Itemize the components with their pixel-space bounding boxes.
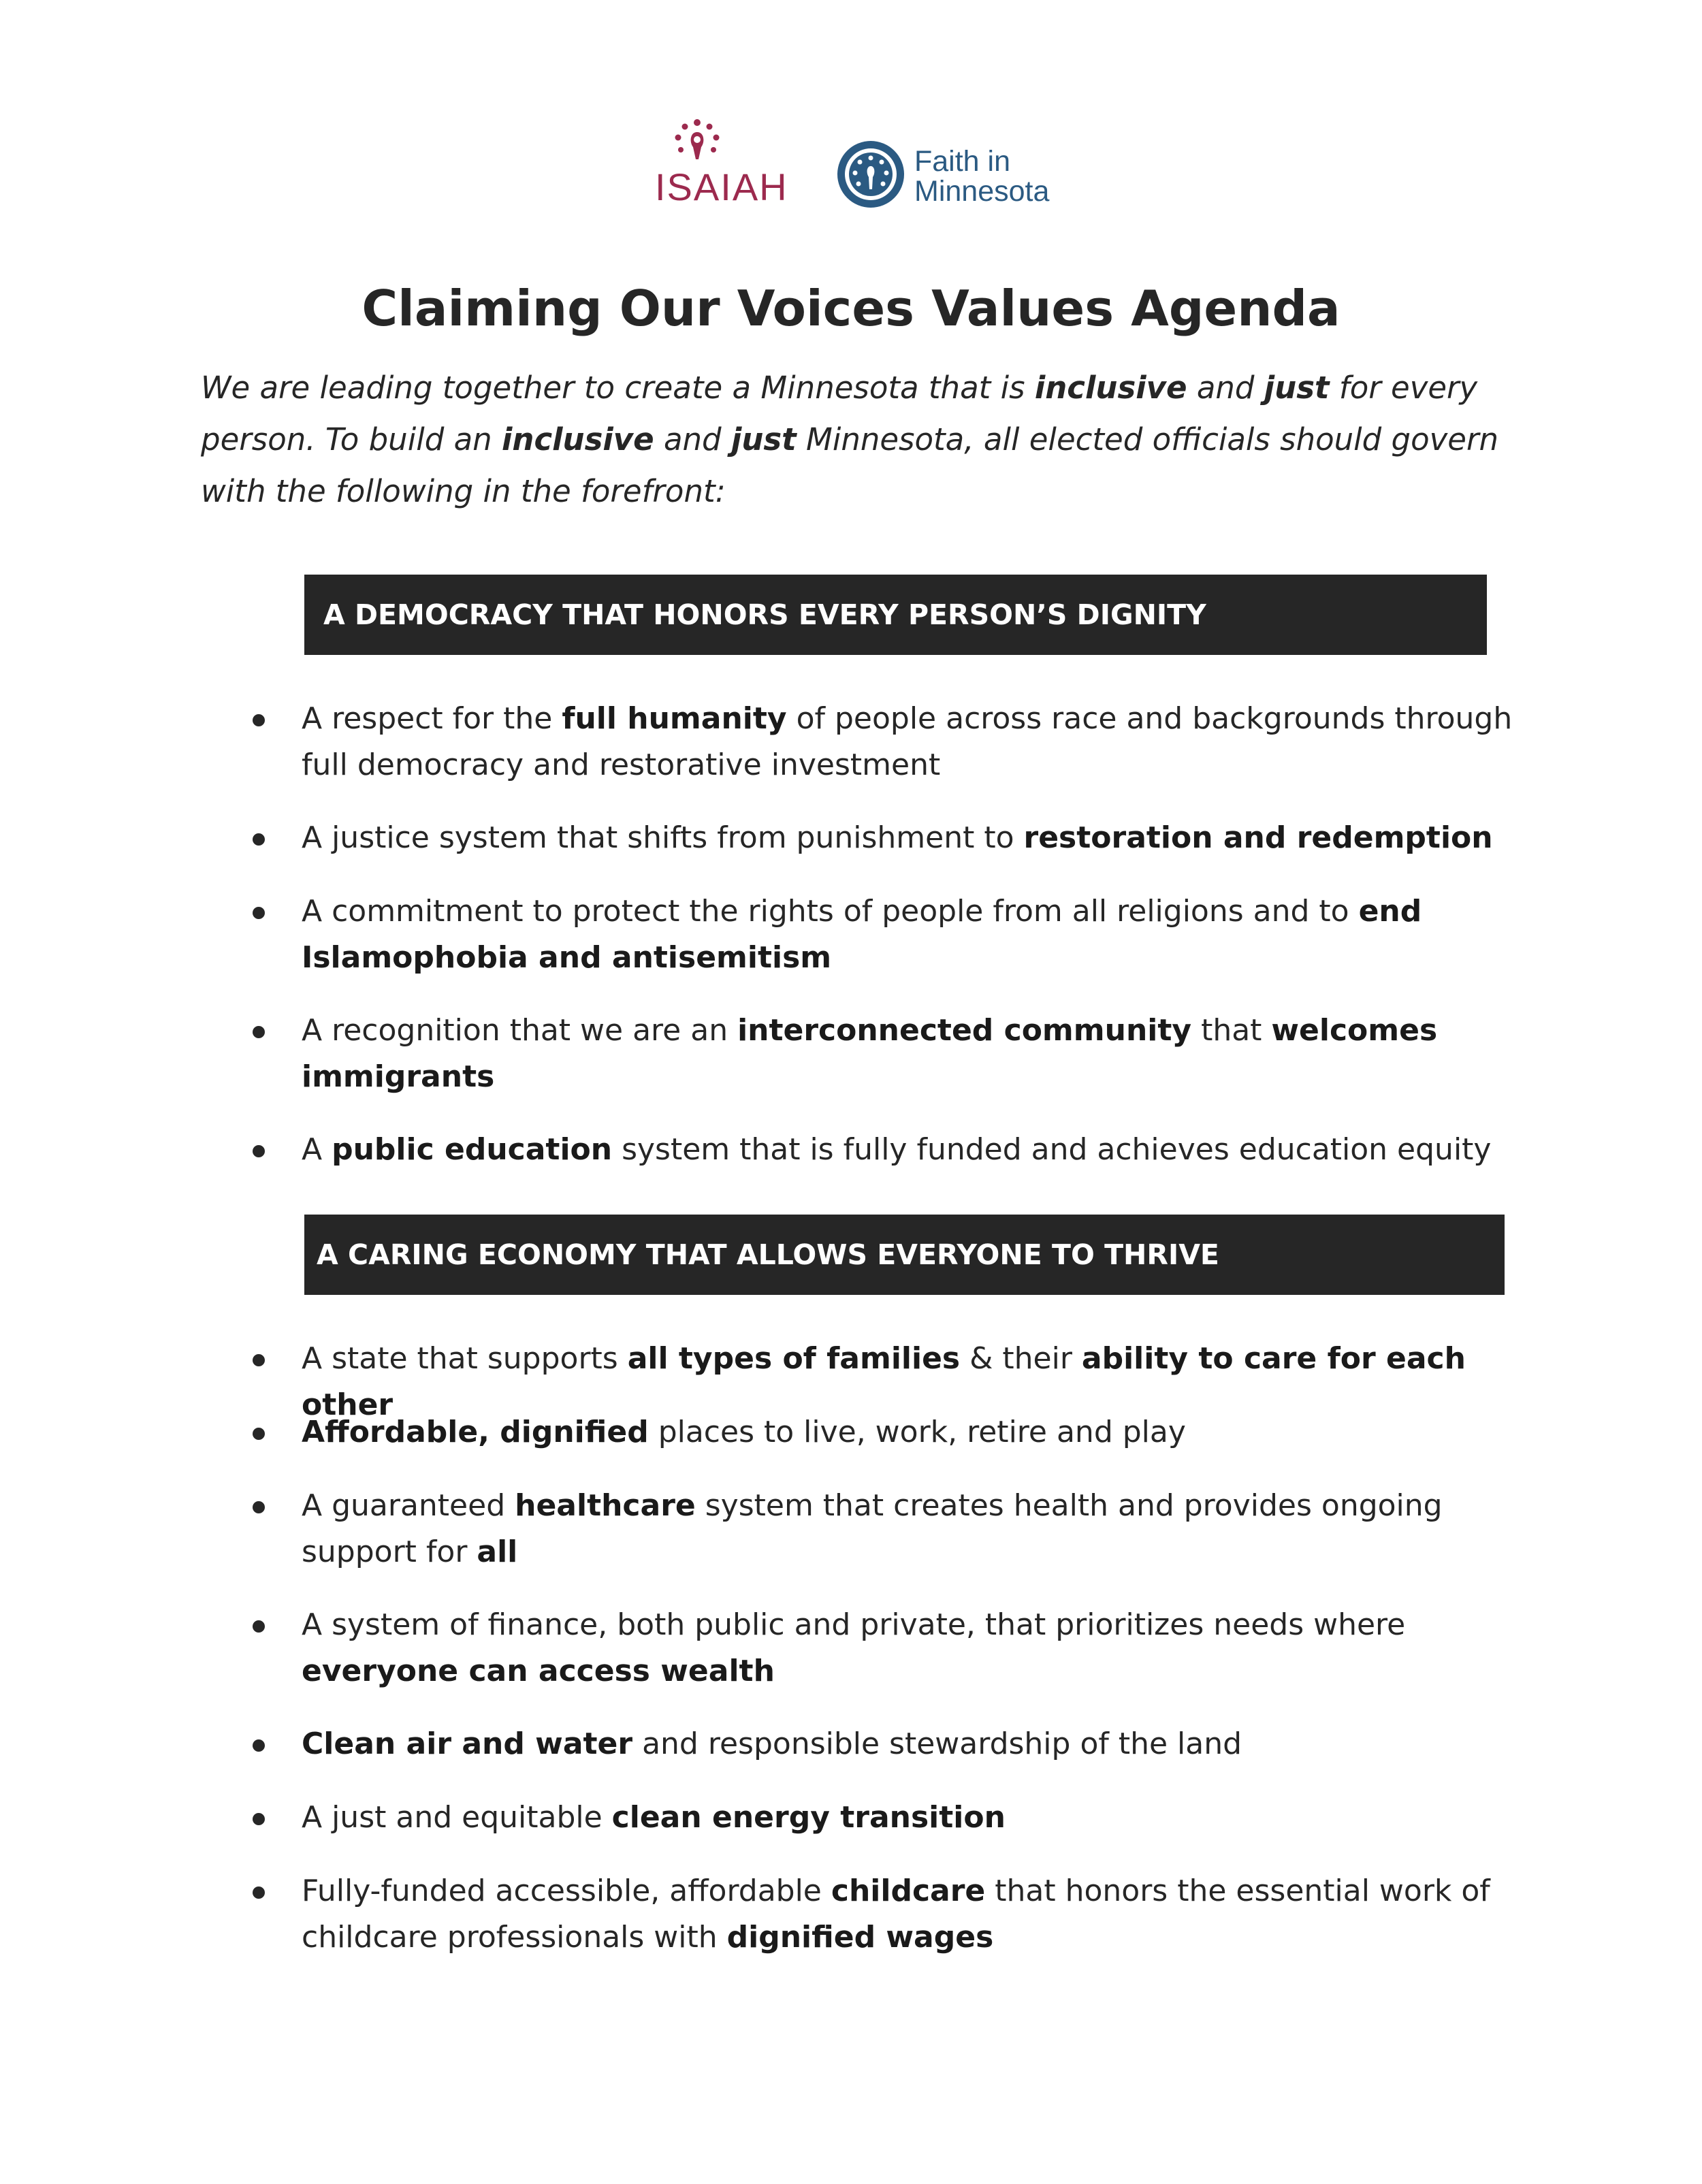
list-item bbox=[302, 1795, 1527, 1841]
item-text: A just and equitable bbox=[302, 1800, 612, 1835]
list-item bbox=[302, 1868, 1527, 1961]
intro-text: and bbox=[654, 421, 731, 457]
faith-circle-emblem-icon bbox=[835, 139, 906, 210]
item-text: of people across race and backgrounds through full democracy and restorative investment bbox=[302, 701, 1513, 782]
item-bold: clean energy transition bbox=[611, 1800, 1006, 1835]
bullet-icon bbox=[253, 833, 265, 846]
item-text: system that is fully funded and achieves education equity bbox=[612, 1132, 1492, 1167]
list-item bbox=[302, 1409, 1527, 1456]
list-item bbox=[302, 1483, 1527, 1575]
item-bold: restoration and redemption bbox=[1023, 820, 1493, 855]
item-bold: interconnected community bbox=[737, 1013, 1192, 1048]
list-item bbox=[302, 696, 1527, 788]
item-bold: public education bbox=[332, 1132, 613, 1167]
bullet-icon bbox=[253, 714, 265, 726]
bullet-icon bbox=[253, 1145, 265, 1157]
faith-wordmark-line1: Faith in bbox=[914, 145, 1011, 178]
page-title: Claiming Our Voices Values Agenda bbox=[362, 280, 1340, 337]
intro-paragraph bbox=[201, 362, 1535, 517]
bullet-icon bbox=[253, 1428, 265, 1440]
item-bold: Clean air and water bbox=[302, 1727, 633, 1761]
isaiah-sunburst-icon bbox=[670, 117, 724, 165]
item-text: system that creates health and provides ongoing support for bbox=[302, 1488, 1443, 1569]
item-text: A recognition that we are an bbox=[302, 1013, 738, 1048]
section-heading-economy: A CARING ECONOMY THAT ALLOWS EVERYONE TO THRIVE bbox=[304, 1215, 1505, 1295]
list-item bbox=[302, 1127, 1527, 1173]
item-text: A respect for the bbox=[302, 701, 562, 736]
item-text: that bbox=[1191, 1013, 1272, 1048]
bullet-icon bbox=[253, 1501, 265, 1513]
bullet-icon bbox=[253, 1354, 265, 1366]
bullet-icon bbox=[253, 1886, 265, 1899]
item-bold: all types of families bbox=[627, 1341, 961, 1376]
item-bold: full humanity bbox=[562, 701, 787, 736]
bullet-icon bbox=[253, 1739, 265, 1752]
bullet-icon bbox=[253, 1813, 265, 1825]
section-heading-democracy: A DEMOCRACY THAT HONORS EVERY PERSON’S DIGNITY bbox=[304, 575, 1487, 655]
item-text: & their bbox=[960, 1341, 1082, 1376]
list-item bbox=[302, 815, 1527, 861]
list-item bbox=[302, 1721, 1527, 1767]
faith-in-minnesota-logo bbox=[835, 139, 1057, 221]
item-bold: everyone can access wealth bbox=[302, 1654, 775, 1688]
isaiah-logo bbox=[655, 117, 798, 212]
item-bold: healthcare bbox=[515, 1488, 696, 1523]
bullet-icon bbox=[253, 1620, 265, 1633]
item-text: A guaranteed bbox=[302, 1488, 515, 1523]
header-logos bbox=[655, 117, 1057, 226]
intro-bold: inclusive bbox=[1034, 370, 1187, 406]
item-bold: end Islamophobia and antisemitism bbox=[302, 894, 1422, 975]
item-text: that honors the essential work of childcare professionals with bbox=[302, 1874, 1490, 1955]
intro-bold: just bbox=[730, 421, 797, 457]
intro-text: We are leading together to create a Minnesota that is bbox=[201, 370, 1035, 406]
bullet-icon bbox=[253, 1026, 265, 1038]
item-bold: Affordable, dignified bbox=[302, 1415, 649, 1449]
item-text: and responsible stewardship of the land bbox=[632, 1727, 1242, 1761]
item-text: A justice system that shifts from punishment to bbox=[302, 820, 1024, 855]
item-text: A bbox=[302, 1132, 332, 1167]
item-text: A commitment to protect the rights of people from all religions and to bbox=[302, 894, 1359, 929]
intro-bold: inclusive bbox=[501, 421, 654, 457]
list-item bbox=[302, 1602, 1527, 1695]
list-item bbox=[302, 888, 1527, 981]
item-bold: all bbox=[477, 1535, 518, 1569]
bullet-icon bbox=[253, 907, 265, 919]
item-bold: childcare bbox=[831, 1874, 986, 1908]
item-bold: welcomes immigrants bbox=[302, 1013, 1438, 1094]
intro-text: Minnesota, all elected officials should govern with the following in the forefront: bbox=[201, 421, 1498, 509]
item-text: places to live, work, retire and play bbox=[648, 1415, 1186, 1449]
item-bold: ability to care for each other bbox=[302, 1341, 1466, 1422]
item-text: A state that supports bbox=[302, 1341, 628, 1376]
intro-text: for every person. To build an bbox=[201, 370, 1478, 457]
item-text: Fully-funded accessible, affordable bbox=[302, 1874, 831, 1908]
intro-bold: just bbox=[1264, 370, 1330, 406]
item-bold: dignified wages bbox=[726, 1920, 994, 1955]
list-item bbox=[302, 1008, 1527, 1100]
intro-text: and bbox=[1187, 370, 1264, 406]
isaiah-wordmark: ISAIAH bbox=[655, 165, 788, 208]
faith-wordmark-line2: Minnesota bbox=[914, 175, 1050, 208]
item-text: A system of finance, both public and private, that prioritizes needs where bbox=[302, 1607, 1406, 1642]
